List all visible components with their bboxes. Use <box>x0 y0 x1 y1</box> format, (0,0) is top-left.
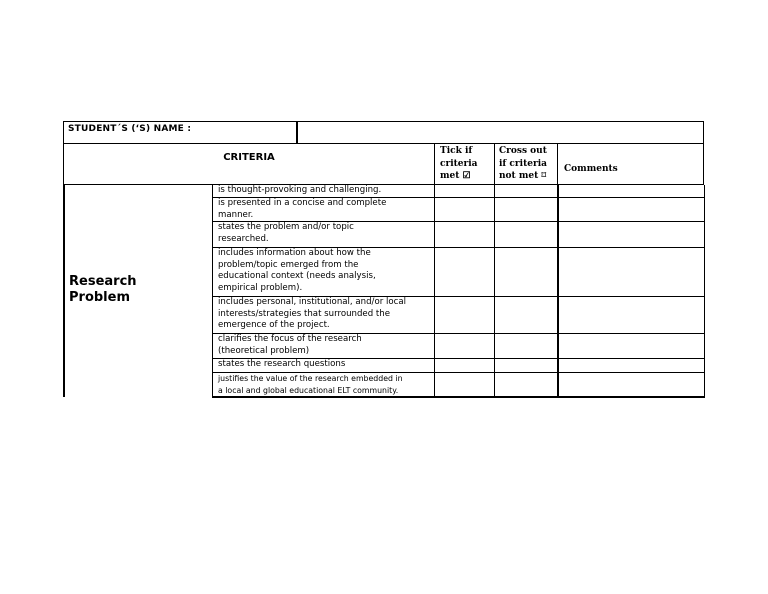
criteria-text <box>212 372 435 396</box>
criteria-line: is thought-provoking and challenging. <box>218 185 382 195</box>
tick-cell[interactable] <box>435 372 495 396</box>
student-name-row <box>63 121 704 144</box>
cross-cell[interactable] <box>495 247 558 296</box>
tick-cell[interactable] <box>435 247 495 296</box>
section-title-line: Research <box>69 274 137 289</box>
criteria-line: (theoretical problem) <box>218 345 310 356</box>
tick-cell[interactable] <box>435 221 495 247</box>
criteria-line: empirical problem). <box>218 282 303 293</box>
student-name-label: STUDENT´S (‘S) NAME : <box>68 124 192 134</box>
criteria-text <box>212 184 435 197</box>
criteria-line: emergence of the project. <box>218 320 330 330</box>
table-bottom-border <box>212 396 705 398</box>
rubric-header-row <box>63 144 704 185</box>
cross-header-line: Cross out <box>499 146 547 156</box>
criteria-text <box>212 358 435 372</box>
tick-cell[interactable] <box>435 184 495 197</box>
cross-column-header <box>495 144 558 184</box>
criteria-line: states the research questions <box>218 359 346 369</box>
section-title-line: Problem <box>69 289 130 305</box>
tick-column-header <box>435 144 495 184</box>
criteria-line: a local and global educational ELT community. <box>218 385 399 395</box>
cross-cell[interactable] <box>495 358 558 372</box>
cross-cell[interactable] <box>495 184 558 197</box>
criteria-text <box>212 197 435 221</box>
comments-cell[interactable] <box>558 185 705 397</box>
criteria-header: CRITERIA <box>223 152 275 163</box>
criteria-text <box>212 221 435 247</box>
criteria-line: states the problem and/or topic <box>218 222 354 232</box>
cross-cell[interactable] <box>495 333 558 358</box>
tick-cell[interactable] <box>435 358 495 372</box>
criteria-line: is presented in a concise and complete <box>218 198 387 208</box>
cross-header-line: if criteria <box>499 158 547 169</box>
name-row-divider <box>296 122 298 143</box>
tick-cell[interactable] <box>435 333 495 358</box>
criteria-line: includes personal, institutional, and/or local <box>218 297 406 307</box>
criteria-text <box>212 247 435 296</box>
criteria-line: educational context (needs analysis, <box>218 271 376 281</box>
tick-header-line: Tick if <box>440 146 473 156</box>
criteria-line: clarifies the focus of the research <box>218 334 362 344</box>
cross-header-line: not met ⌑ <box>499 171 547 181</box>
criteria-header-cell <box>64 144 435 184</box>
criteria-line: includes information about how the <box>218 248 371 258</box>
tick-cell[interactable] <box>435 197 495 221</box>
tick-header-line: met ☑ <box>440 171 471 181</box>
criteria-line: justifies the value of the research embedded in <box>218 374 403 383</box>
comments-header: Comments <box>564 164 618 174</box>
cross-cell[interactable] <box>495 296 558 333</box>
cross-cell[interactable] <box>495 372 558 396</box>
tick-header-line: criteria <box>440 158 478 169</box>
criteria-line: interests/strategies that surrounded the <box>218 308 391 319</box>
criteria-line: manner. <box>218 209 254 220</box>
criteria-text <box>212 333 435 358</box>
cross-cell[interactable] <box>495 197 558 221</box>
criteria-line: problem/topic emerged from the <box>218 259 359 270</box>
cross-cell[interactable] <box>495 221 558 247</box>
section-left-border <box>63 185 65 397</box>
tick-cell[interactable] <box>435 296 495 333</box>
criteria-text <box>212 296 435 333</box>
criteria-line: researched. <box>218 233 269 244</box>
section-title <box>69 274 137 305</box>
student-name-field[interactable] <box>300 122 703 143</box>
